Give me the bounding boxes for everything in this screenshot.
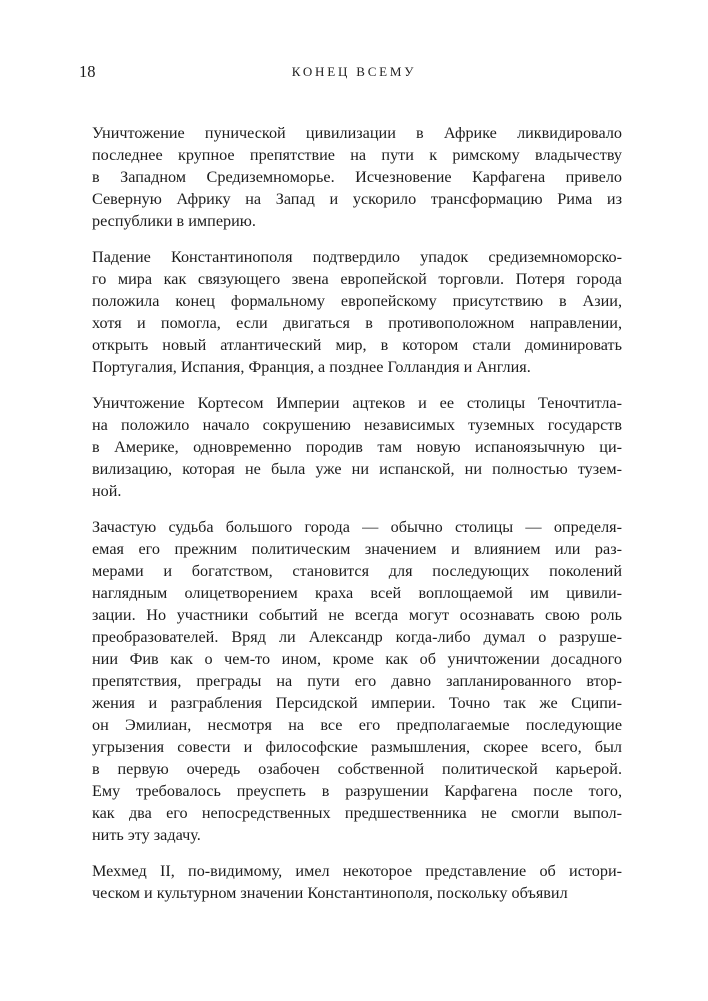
text-line: емая его прежним политическим значением и влиянием или раз- — [92, 540, 622, 558]
text-line: в Западном Средиземноморье. Исчезновение Карфагена привело — [92, 168, 622, 186]
text-line: ческом и культурном значении Константинополя, поскольку объявил — [92, 884, 568, 902]
page-number: 18 — [79, 62, 96, 81]
text-line: угрызения совести и философские размышления, скорее всего, был — [92, 738, 622, 756]
text-line: Португалия, Испания, Франция, а позднее Голландия и Англия. — [92, 358, 531, 376]
text-line: ной. — [92, 482, 122, 500]
text-line: нить эту задачу. — [92, 826, 201, 844]
text-line: зации. Но участники событий не всегда могут осознавать свою роль — [92, 606, 622, 624]
text-line: препятствия, преграды на пути его давно запланированного втор- — [92, 672, 622, 690]
text-line: го мира как связующего звена европейской торговли. Потеря города — [92, 270, 622, 288]
text-line: Падение Константинополя подтвердило упадок средиземноморско- — [92, 248, 622, 266]
text-line: преобразователей. Вряд ли Александр когда-либо думал о разруше- — [92, 628, 622, 646]
text-line: открыть новый атлантический мир, в котором стали доминировать — [92, 336, 622, 354]
text-line: Мехмед II, по-видимому, имел некоторое представление об истори- — [92, 862, 622, 880]
paragraph — [92, 392, 622, 502]
paragraph — [92, 246, 622, 378]
text-line: в первую очередь озабочен собственной политической карьерой. — [92, 760, 622, 778]
text-line: нии Фив как о чем-то ином, кроме как об уничтожении досадного — [92, 650, 622, 668]
text-line: последнее крупное препятствие на пути к римскому владычеству — [92, 146, 622, 164]
paragraph — [92, 122, 622, 232]
text-line: на положило начало сокрушению независимых туземных государств — [92, 416, 622, 434]
text-line: Уничтожение Кортесом Империи ацтеков и ее столицы Теночтитла- — [92, 394, 622, 412]
text-line: как два его непосредственных предшественника не смогли выпол- — [92, 804, 622, 822]
page-header — [0, 0, 708, 84]
text-line: республики в империю. — [92, 212, 256, 230]
text-line: Уничтожение пунической цивилизации в Африке ликвидировало — [92, 124, 622, 142]
paragraph — [92, 860, 622, 904]
paragraph — [92, 516, 622, 846]
text-line: жения и разграбления Персидской империи. Точно так же Сципи- — [92, 694, 622, 712]
text-line: в Америке, одновременно породив там новую испаноязычную ци- — [92, 438, 622, 456]
text-line: Ему требовалось преуспеть в разрушении Карфагена после того, — [92, 782, 622, 800]
text-line: вилизацию, которая не была уже ни испанской, ни полностью тузем- — [92, 460, 622, 478]
text-line: хотя и помогла, если двигаться в противоположном направлении, — [92, 314, 622, 332]
text-line: Северную Африку на Запад и ускорило трансформацию Рима из — [92, 190, 622, 208]
running-head: КОНЕЦ ВСЕМУ — [291, 64, 417, 79]
text-line: он Эмилиан, несмотря на все его предполагаемые последующие — [92, 716, 622, 734]
text-line: мерами и богатством, становится для последующих поколений — [92, 562, 622, 580]
body-text — [92, 122, 622, 904]
text-line: наглядным олицетворением краха всей воплощаемой им цивили- — [92, 584, 622, 602]
text-line: положила конец формальному европейскому присутствию в Азии, — [92, 292, 622, 310]
text-line: Зачастую судьба большого города — обычно столицы — определя- — [92, 518, 622, 536]
